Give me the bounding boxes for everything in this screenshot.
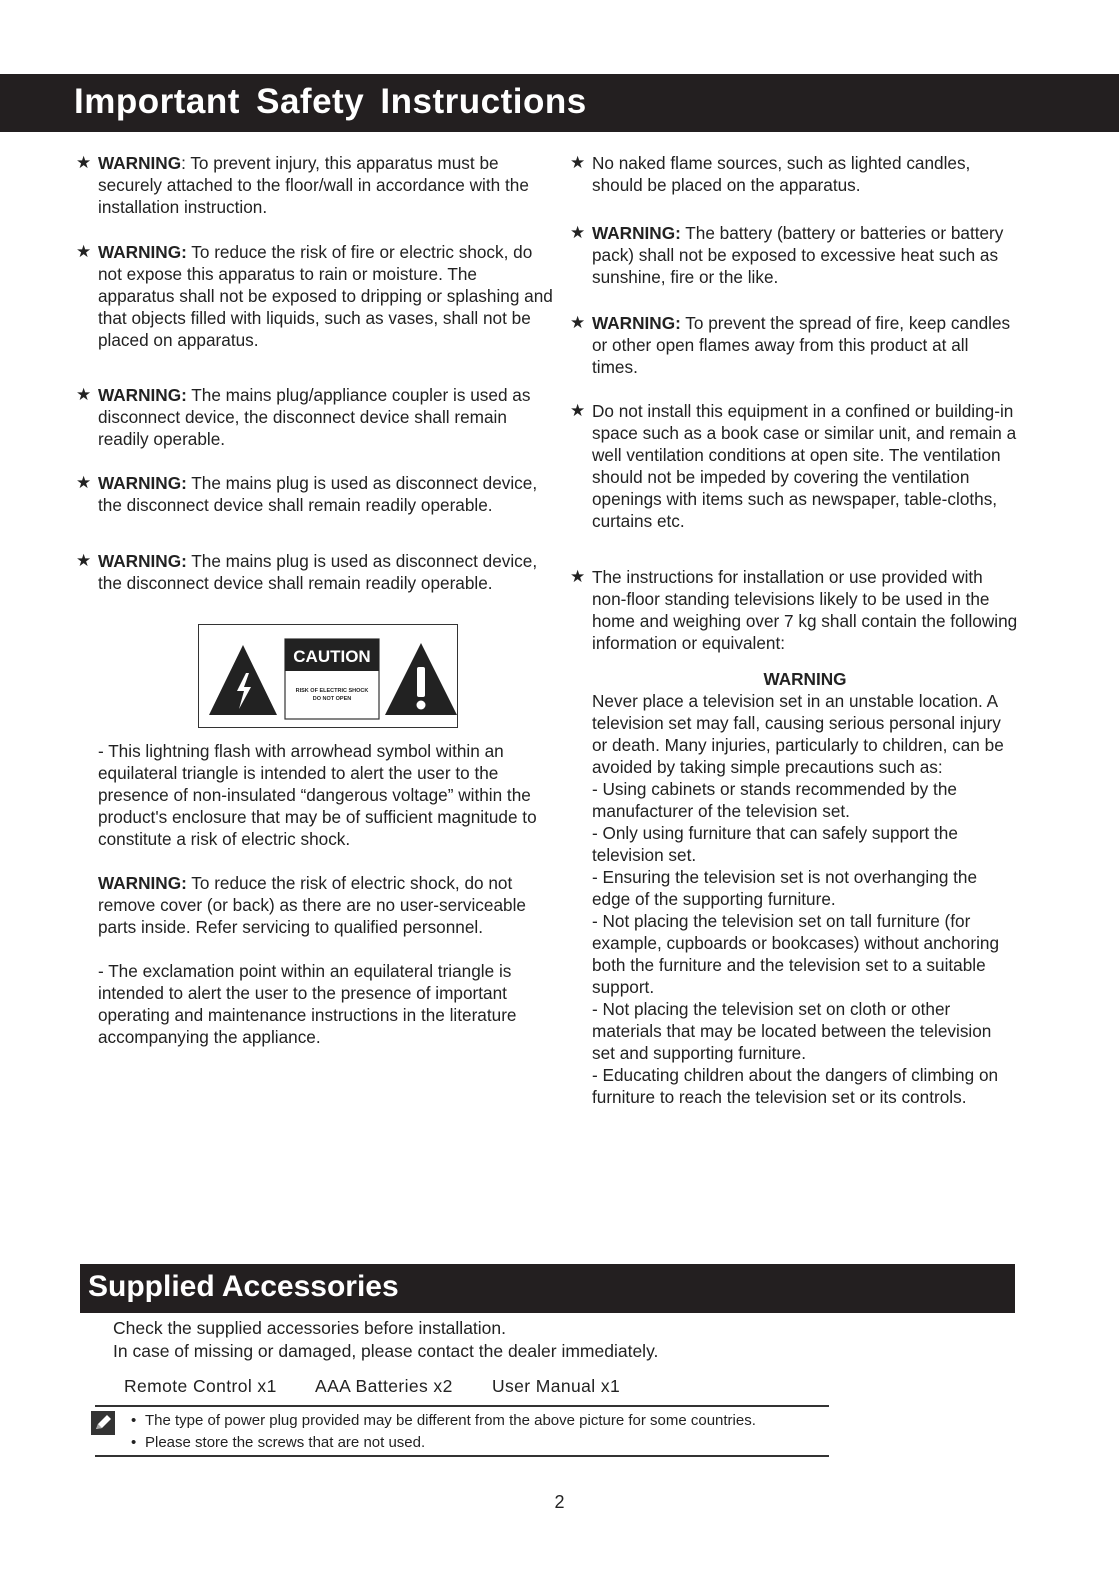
star-icon: ★ xyxy=(570,401,586,420)
divider xyxy=(95,1405,829,1407)
warning-item xyxy=(76,241,558,351)
precaution-item: - Using cabinets or stands recommended by the manufacturer of the television set. xyxy=(592,779,957,821)
divider xyxy=(95,1455,829,1457)
warning-lead: WARNING: xyxy=(98,385,187,405)
page-number: 2 xyxy=(554,1492,565,1512)
warning-lead: WARNING: xyxy=(98,551,187,571)
exclamation-description: - The exclamation point within an equilateral triangle is intended to alert the user to the presence of important operating and maintenance instructions in the literature accompanying the appliance. xyxy=(98,961,517,1047)
star-icon: ★ xyxy=(76,242,92,261)
warning-item xyxy=(76,152,558,218)
right-column xyxy=(570,152,1018,1108)
notes-list xyxy=(131,1410,756,1454)
warning-item xyxy=(570,566,1018,654)
star-icon: ★ xyxy=(76,473,92,492)
warning-text: No naked flame sources, such as lighted candles, should be placed on the apparatus. xyxy=(592,153,971,195)
warning-text: The battery (battery or batteries or battery pack) shall not be exposed to excessive heat such as sunshine, fire or the like. xyxy=(592,223,1004,287)
left-column xyxy=(76,152,558,1048)
tv-warning-body: Never place a television set in an unstable location. A television set may fall, causing serious personal injury or death. Many injuries, particularly to children, can be avoided by taking simple precautions such as: xyxy=(592,691,1004,777)
header-banner xyxy=(0,74,1119,132)
warning-text: To prevent the spread of fire, keep candles or other open flames away from this product at all times. xyxy=(592,313,1011,377)
lightning-description: - This lightning flash with arrowhead symbol within an equilateral triangle is intended to alert the user to the presence of non-insulated “dangerous voltage” within the product's enclosure that may be of sufficient magnitude to constitute a risk of electric shock. xyxy=(98,741,537,849)
star-icon: ★ xyxy=(76,385,92,404)
warning-lead: WARNING: xyxy=(592,313,681,333)
warning-lead: WARNING: xyxy=(98,473,187,493)
accessories-banner xyxy=(80,1264,1015,1313)
warning-text: The mains plug is used as disconnect device, the disconnect device shall remain readily operable. xyxy=(98,551,538,593)
exclamation-triangle-icon xyxy=(385,643,457,715)
warning-item xyxy=(76,472,558,516)
warning-lead: WARNING: xyxy=(98,242,187,262)
precaution-item: - Not placing the television set on cloth or other materials that may be located between the television set and supporting furniture. xyxy=(592,999,992,1063)
warning-text: The mains plug/appliance coupler is used as disconnect device, the disconnect device shall remain readily operable. xyxy=(98,385,531,449)
precaution-item: - Ensuring the television set is not overhanging the edge of the supporting furniture. xyxy=(592,867,978,909)
warning-lead: WARNING xyxy=(98,153,182,173)
page-title: Important Safety Instructions xyxy=(74,82,587,121)
note-pencil-icon xyxy=(90,1410,116,1436)
caution-line2: DO NOT OPEN xyxy=(312,696,352,702)
warning-item xyxy=(570,152,1018,196)
note-item: • Please store the screws that are not used. xyxy=(131,1432,756,1454)
warning-item xyxy=(570,312,1018,378)
warning-item xyxy=(76,384,558,450)
star-icon: ★ xyxy=(76,153,92,172)
warning-text: : To prevent injury, this apparatus must be securely attached to the floor/wall in accordance with the installation instruction. xyxy=(98,153,529,217)
warning-text: The mains plug is used as disconnect device, the disconnect device shall remain readily operable. xyxy=(98,473,538,515)
star-icon: ★ xyxy=(570,313,586,332)
precaution-item: - Not placing the television set on tall furniture (for example, cupboards or bookcases) without anchoring both the furniture and the television set to a suitable support. xyxy=(592,911,1000,997)
accessories-intro xyxy=(113,1317,658,1363)
accessory-item: AAA Batteries x2 xyxy=(315,1376,453,1396)
warning-item xyxy=(76,550,558,594)
accessories-list xyxy=(124,1376,620,1397)
intro-line: In case of missing or damaged, please contact the dealer immediately. xyxy=(113,1341,659,1361)
warning-text: The instructions for installation or use provided with non-floor standing televisions likely to be used in the home and weighing over 7 kg shall contain the following information or equivalent: xyxy=(592,567,1018,653)
caution-line1: RISK OF ELECTRIC SHOCK xyxy=(295,688,369,694)
precaution-item: - Educating children about the dangers of climbing on furniture to reach the television set or its controls. xyxy=(592,1065,999,1107)
star-icon: ★ xyxy=(570,223,586,242)
warning-text: To reduce the risk of electric shock, do not remove cover (or back) as there are no user-serviceable parts inside. Refer servicing to qualified personnel. xyxy=(98,873,526,937)
warning-text: Do not install this equipment in a confined or building-in space such as a book case or similar unit, and remain a well ventilation conditions at open site. The ventilation should not be impeded by covering the ventilation openings with items such as newspaper, table-cloths, curtains etc. xyxy=(592,401,1017,531)
precaution-item: - Only using furniture that can safely support the television set. xyxy=(592,823,958,865)
tv-warning-heading: WARNING xyxy=(763,669,847,689)
star-icon: ★ xyxy=(570,153,586,172)
intro-line: Check the supplied accessories before installation. xyxy=(113,1318,506,1338)
accessory-item: Remote Control x1 xyxy=(124,1376,277,1396)
warning-lead: WARNING: xyxy=(98,873,187,893)
accessory-item: User Manual x1 xyxy=(491,1376,621,1396)
warning-lead: WARNING: xyxy=(592,223,681,243)
caution-label xyxy=(198,624,458,728)
section-title: Supplied Accessories xyxy=(88,1270,399,1303)
warning-text: To reduce the risk of fire or electric shock, do not expose this apparatus to rain or moisture. The apparatus shall not be exposed to dripping or splashing and that objects filled with liquids, such as vases, shall not be placed on apparatus. xyxy=(98,242,553,350)
lightning-triangle-icon xyxy=(209,645,277,715)
shock-warning xyxy=(76,872,558,938)
star-icon: ★ xyxy=(76,551,92,570)
warning-item xyxy=(570,400,1018,532)
star-icon: ★ xyxy=(570,567,586,586)
warning-item xyxy=(570,222,1018,288)
note-item: • The type of power plug provided may be different from the above picture for some countries. xyxy=(131,1410,756,1432)
caution-title: CAUTION xyxy=(293,647,371,666)
